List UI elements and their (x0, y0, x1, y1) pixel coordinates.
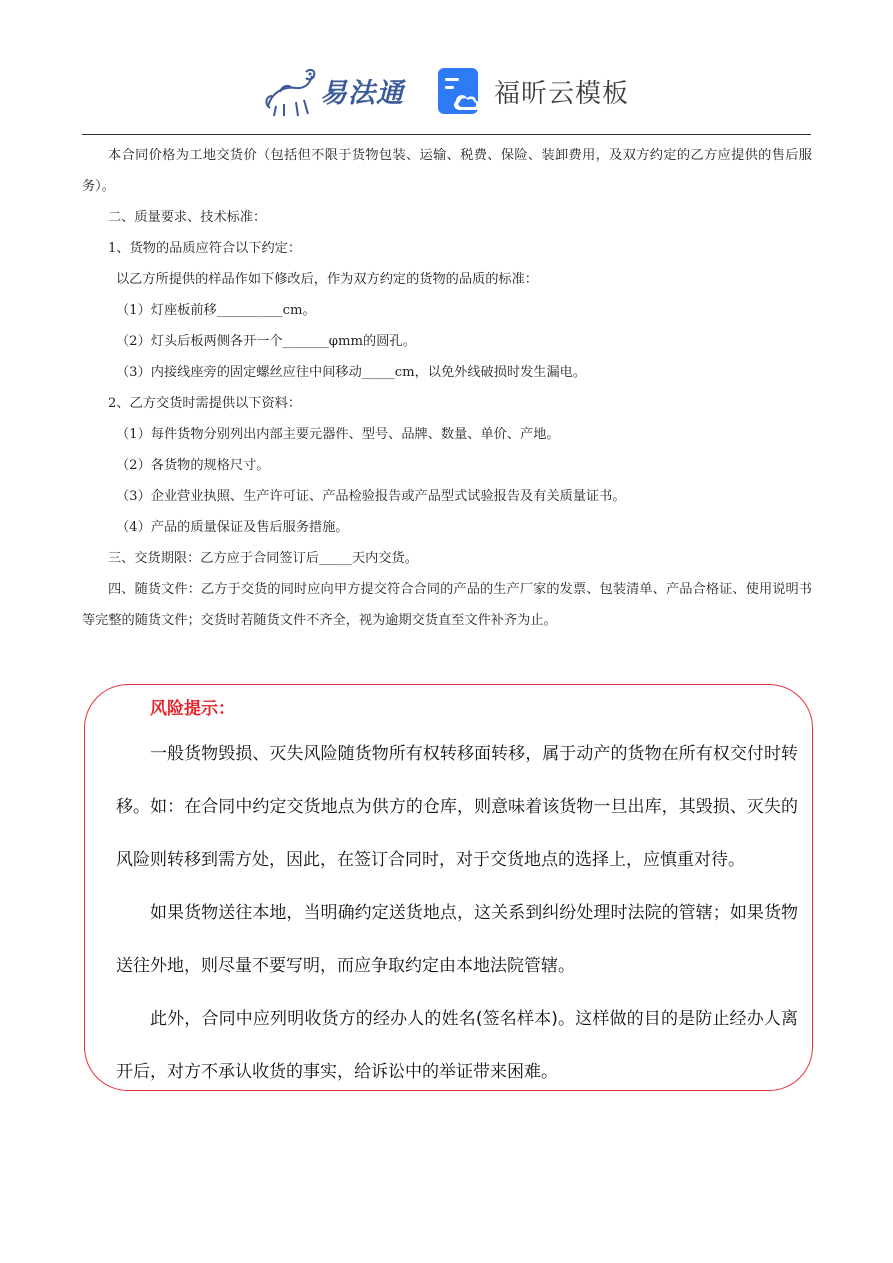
item-intro: 以乙方所提供的样品作如下修改后，作为双方约定的货物的品质的标准： (116, 272, 538, 287)
section-title: 三、交货期限：乙方应于合同签订后_____天内交货。 (108, 551, 418, 566)
list-item: （3）企业营业执照、生产许可证、产品检验报告或产品型式试验报告及有关质量证书。 (116, 489, 626, 504)
list-item: （2）灯头后板两侧各开一个_______φmm的圆孔。 (116, 334, 416, 349)
list-item: （1）每件货物分别列出内部主要元器件、型号、品牌、数量、单价、产地。 (116, 427, 560, 442)
price-note: 本合同价格为工地交货价（包括但不限于货物包装、运输、税费、保险、装卸费用，及双方约定的乙方应提供的售后服务）。 (82, 148, 812, 194)
list-item: （4）产品的质量保证及售后服务措施。 (116, 520, 349, 535)
qilin-icon (262, 62, 318, 118)
cloud-document-icon (436, 66, 486, 116)
risk-paragraph: 一般货物毁损、灭失风险随货物所有权转移面转移，属于动产的货物在所有权交付时转移。如：在合同中约定交货地点为供方的仓库，则意味着该货物一旦出库，其毁损、灭失的风险则转移到需方处，因此，在签订合同时，对于交货地点的选择上，应慎重对待。 (116, 744, 798, 870)
list-item: （2）各货物的规格尺寸。 (116, 458, 270, 473)
item-title: 1、货物的品质应符合以下约定： (108, 241, 302, 256)
foxit-template-logo (436, 66, 629, 116)
header (0, 58, 893, 124)
header-divider (82, 134, 811, 135)
risk-paragraph: 此外，合同中应列明收货方的经办人的姓名(签名样本)。这样做的目的是防止经办人离开后，对方不承认收货的事实，给诉讼中的举证带来困难。 (116, 1009, 798, 1082)
section-paragraph: 四、随货文件：乙方于交货的同时应向甲方提交符合合同的产品的生产厂家的发票、包装清单、产品合格证、使用说明书等完整的随货文件；交货时若随货文件不齐全，视为逾期交货直至文件补齐为止。 (82, 582, 812, 628)
list-item: （3）内接线座旁的固定螺丝应往中间移动_____cm，以免外线破损时发生漏电。 (116, 365, 587, 380)
yifatong-logo (262, 62, 404, 118)
risk-paragraph: 如果货物送往本地，当明确约定送货地点，这关系到纠纷处理时法院的管辖；如果货物送往外地，则尽量不要写明，而应争取约定由本地法院管辖。 (116, 903, 798, 976)
risk-content (116, 728, 798, 1099)
section-title: 二、质量要求、技术标准： (108, 210, 267, 225)
logo-title: 易法通 (320, 77, 404, 109)
risk-title: 风险提示： (150, 699, 235, 719)
contract-body (82, 140, 812, 636)
item-title: 2、乙方交货时需提供以下资料： (108, 396, 302, 411)
list-item: （1）灯座板前移__________cm。 (116, 303, 316, 318)
logo-title: 福昕云模板 (494, 78, 630, 109)
